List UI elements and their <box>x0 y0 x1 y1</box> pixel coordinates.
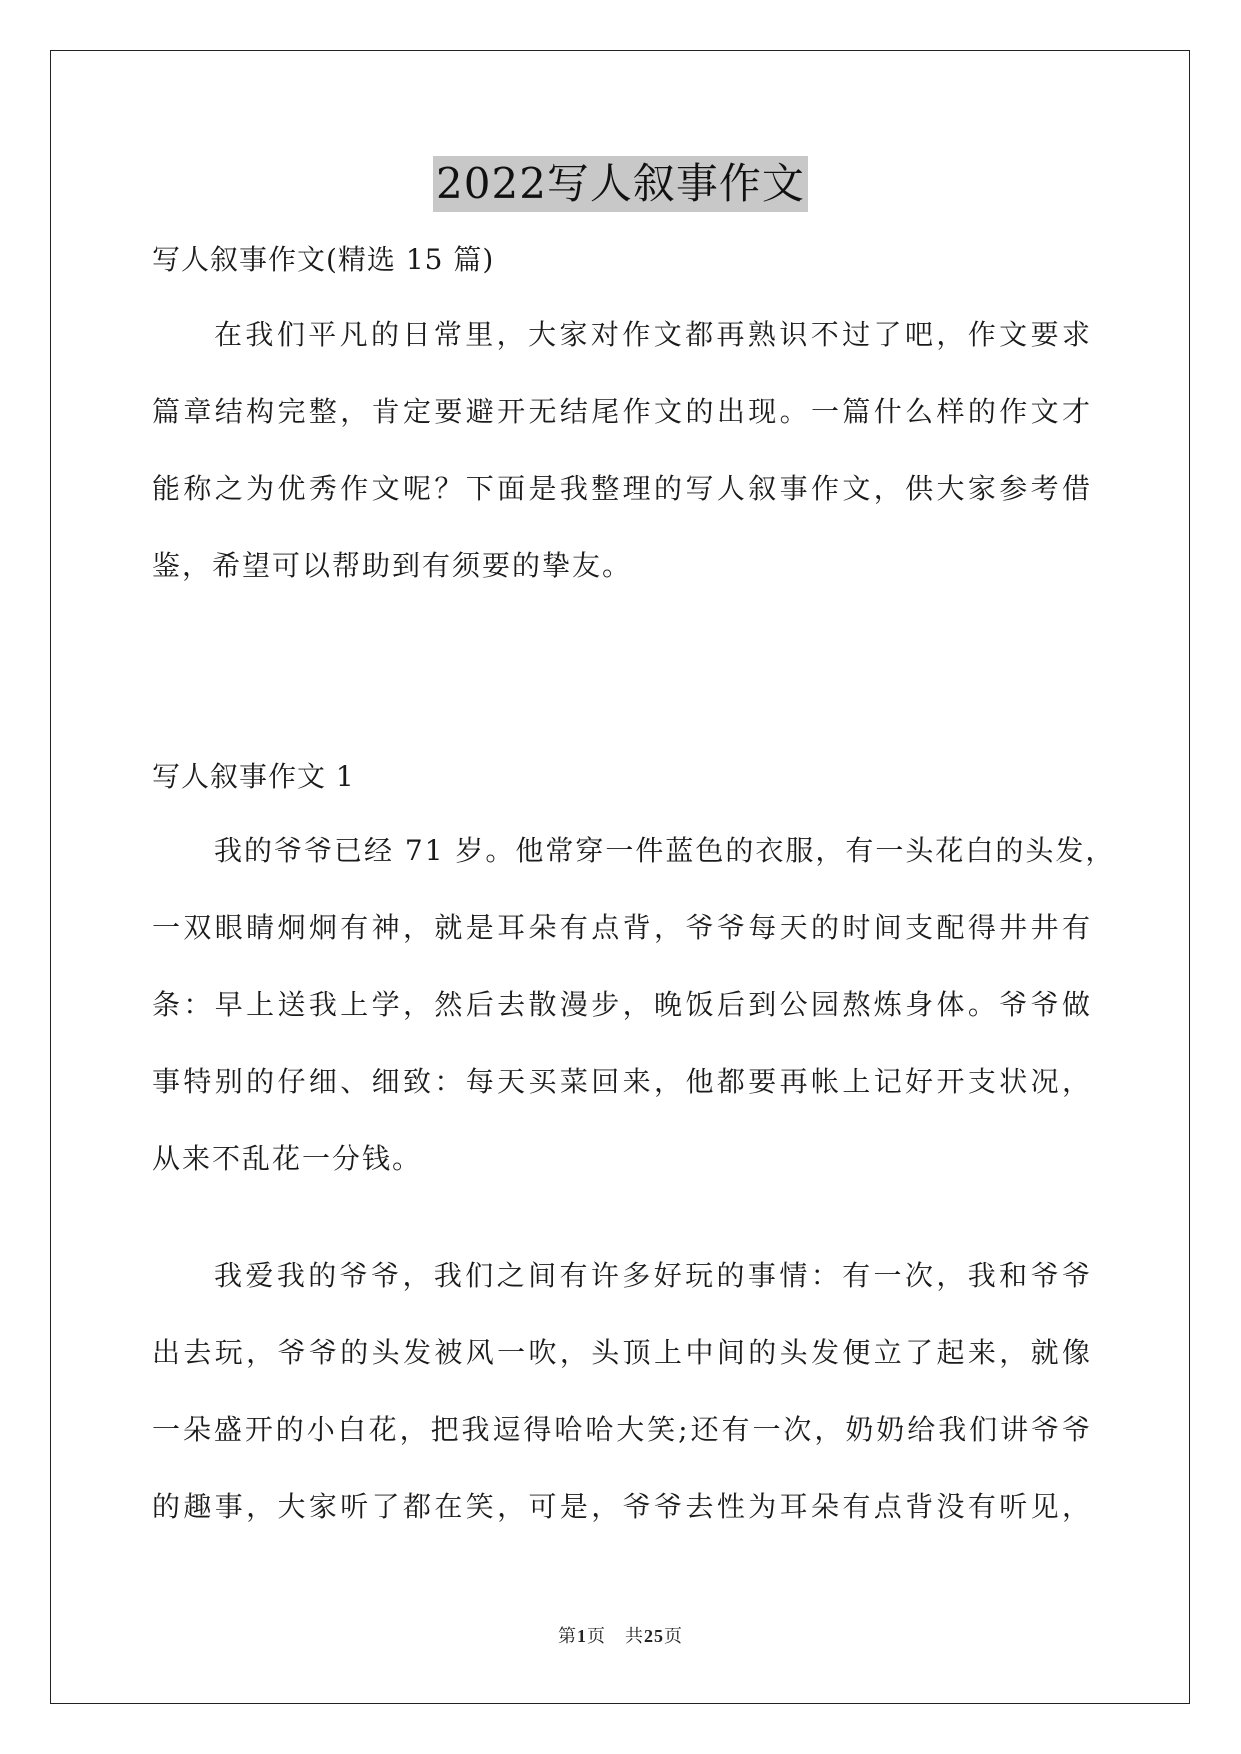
page-footer <box>0 1622 1241 1648</box>
paragraph-line: 从来不乱花一分钱。 <box>152 1142 423 1175</box>
intro-paragraph <box>152 296 1092 604</box>
essay-paragraph-1 <box>152 812 1116 1197</box>
paragraph-line: 事特别的仔细、细致：每天买菜回来，他都要再帐上记好开支状况， <box>152 1065 1092 1098</box>
paragraph-line: 我的爷爷已经 71 岁。他常穿一件蓝色的衣服，有一头花白的头发， <box>214 834 1116 867</box>
page-total: 25 <box>644 1626 664 1646</box>
page-prefix: 第 <box>558 1626 577 1647</box>
document-subtitle: 写人叙事作文(精选 15 篇) <box>152 243 495 276</box>
page-suffix: 页 <box>664 1626 683 1647</box>
section-heading: 写人叙事作文 1 <box>152 760 355 793</box>
title-wrap <box>0 156 1241 212</box>
intro-line: 能称之为优秀作文呢？下面是我整理的写人叙事作文，供大家参考借 <box>152 472 1092 505</box>
paragraph-line: 我爱我的爷爷，我们之间有许多好玩的事情：有一次，我和爷爷 <box>214 1259 1092 1292</box>
intro-line: 鉴，希望可以帮助到有须要的挚友。 <box>152 549 633 582</box>
essay-paragraph-2 <box>152 1237 1092 1545</box>
paragraph-line: 条：早上送我上学，然后去散漫步，晚饭后到公园熬炼身体。爷爷做 <box>152 988 1092 1021</box>
paragraph-line: 的趣事，大家听了都在笑，可是，爷爷去性为耳朵有点背没有听见， <box>152 1490 1092 1523</box>
paragraph-line: 一朵盛开的小白花，把我逗得哈哈大笑;还有一次，奶奶给我们讲爷爷 <box>152 1413 1092 1446</box>
document-title: 2022写人叙事作文 <box>433 156 808 212</box>
page-mid: 页 共 <box>587 1626 644 1647</box>
paragraph-line: 出去玩，爷爷的头发被风一吹，头顶上中间的头发便立了起来，就像 <box>152 1336 1092 1369</box>
intro-line: 在我们平凡的日常里，大家对作文都再熟识不过了吧，作文要求 <box>214 318 1092 351</box>
page-current: 1 <box>577 1626 587 1646</box>
intro-line: 篇章结构完整，肯定要避开无结尾作文的出现。一篇什么样的作文才 <box>152 395 1092 428</box>
paragraph-line: 一双眼睛炯炯有神，就是耳朵有点背，爷爷每天的时间支配得井井有 <box>152 911 1092 944</box>
